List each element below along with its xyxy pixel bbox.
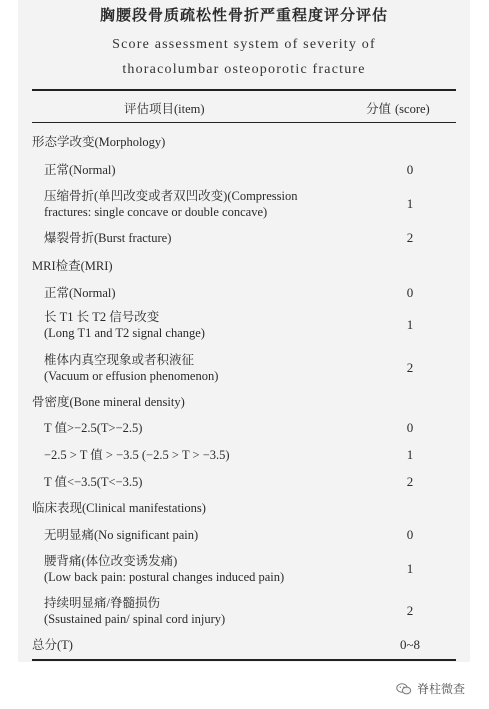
table-row: T 值>−2.5(T>−2.5) bbox=[44, 421, 143, 435]
row-line: fractures: single concave or double concave) bbox=[44, 205, 268, 219]
column-header-item bbox=[124, 99, 205, 117]
table-header-rule bbox=[32, 122, 456, 123]
column-header-score-en: (score) bbox=[395, 102, 430, 116]
score-cell: 1 bbox=[406, 447, 414, 462]
score-cell: 2 bbox=[406, 360, 414, 375]
table-row bbox=[44, 352, 364, 384]
table-row bbox=[44, 309, 364, 341]
total-label: 总分(T) bbox=[32, 638, 73, 652]
column-header-item-en: (item) bbox=[174, 102, 205, 116]
table-row bbox=[44, 553, 364, 585]
row-line: (Ssustained pain/ spinal cord injury) bbox=[44, 612, 226, 626]
watermark bbox=[396, 680, 465, 697]
row-line: (Vacuum or effusion phenomenon) bbox=[44, 369, 219, 383]
row-line: 长 T1 长 T2 信号改变 bbox=[44, 310, 160, 324]
score-cell: 1 bbox=[406, 317, 414, 332]
score-cell: 2 bbox=[406, 603, 414, 618]
table-row: 正常(Normal) bbox=[44, 286, 116, 300]
table-bottom-rule bbox=[32, 659, 456, 661]
score-cell: 2 bbox=[406, 230, 414, 245]
table-top-rule bbox=[32, 89, 456, 91]
total-score: 0~8 bbox=[399, 637, 421, 652]
table-title-chinese: 胸腰段骨质疏松性骨折严重程度评分评估 bbox=[99, 6, 388, 24]
section-clinical: 临床表现(Clinical manifestations) bbox=[32, 501, 206, 515]
table-title-english-line1: Score assessment system of severity of bbox=[112, 37, 376, 52]
table-row: 正常(Normal) bbox=[44, 163, 116, 177]
row-line: (Long T1 and T2 signal change) bbox=[44, 326, 205, 340]
row-line: 压缩骨折(单凹改变或者双凹改变)(Compression bbox=[44, 189, 298, 203]
score-cell: 0 bbox=[406, 527, 414, 542]
table-title-english-line2: thoracolumbar osteoporotic fracture bbox=[122, 62, 366, 77]
row-line: 椎体内真空现象或者积液征 bbox=[44, 353, 195, 367]
column-header-score-cn: 分值 bbox=[366, 101, 392, 116]
row-line: 腰背痛(体位改变诱发痛) bbox=[44, 554, 178, 568]
score-cell: 1 bbox=[406, 561, 414, 576]
score-cell: 2 bbox=[406, 474, 414, 489]
column-header-score bbox=[366, 99, 430, 117]
section-mri: MRI检查(MRI) bbox=[32, 259, 113, 273]
section-morphology: 形态学改变(Morphology) bbox=[32, 135, 166, 149]
score-cell: 0 bbox=[406, 285, 414, 300]
table-row bbox=[44, 595, 364, 627]
table-row: 无明显痛(No significant pain) bbox=[44, 528, 199, 542]
score-cell: 0 bbox=[406, 420, 414, 435]
table-row: T 值<−3.5(T<−3.5) bbox=[44, 475, 143, 489]
section-bone-density: 骨密度(Bone mineral density) bbox=[32, 395, 185, 409]
watermark-text: 脊柱微查 bbox=[417, 682, 466, 696]
row-line: (Low back pain: postural changes induced pain) bbox=[44, 570, 285, 584]
wechat-icon bbox=[396, 683, 412, 695]
row-line: 持续明显痛/脊髓损伤 bbox=[44, 596, 160, 610]
table-row: 爆裂骨折(Burst fracture) bbox=[44, 231, 172, 245]
column-header-item-cn: 评估项目 bbox=[124, 101, 175, 116]
score-cell: 1 bbox=[406, 196, 414, 211]
score-cell: 0 bbox=[406, 162, 414, 177]
table-row: −2.5 > T 值 > −3.5 (−2.5 > T > −3.5) bbox=[44, 448, 230, 462]
table-row bbox=[44, 188, 364, 220]
document-page bbox=[18, 0, 470, 662]
